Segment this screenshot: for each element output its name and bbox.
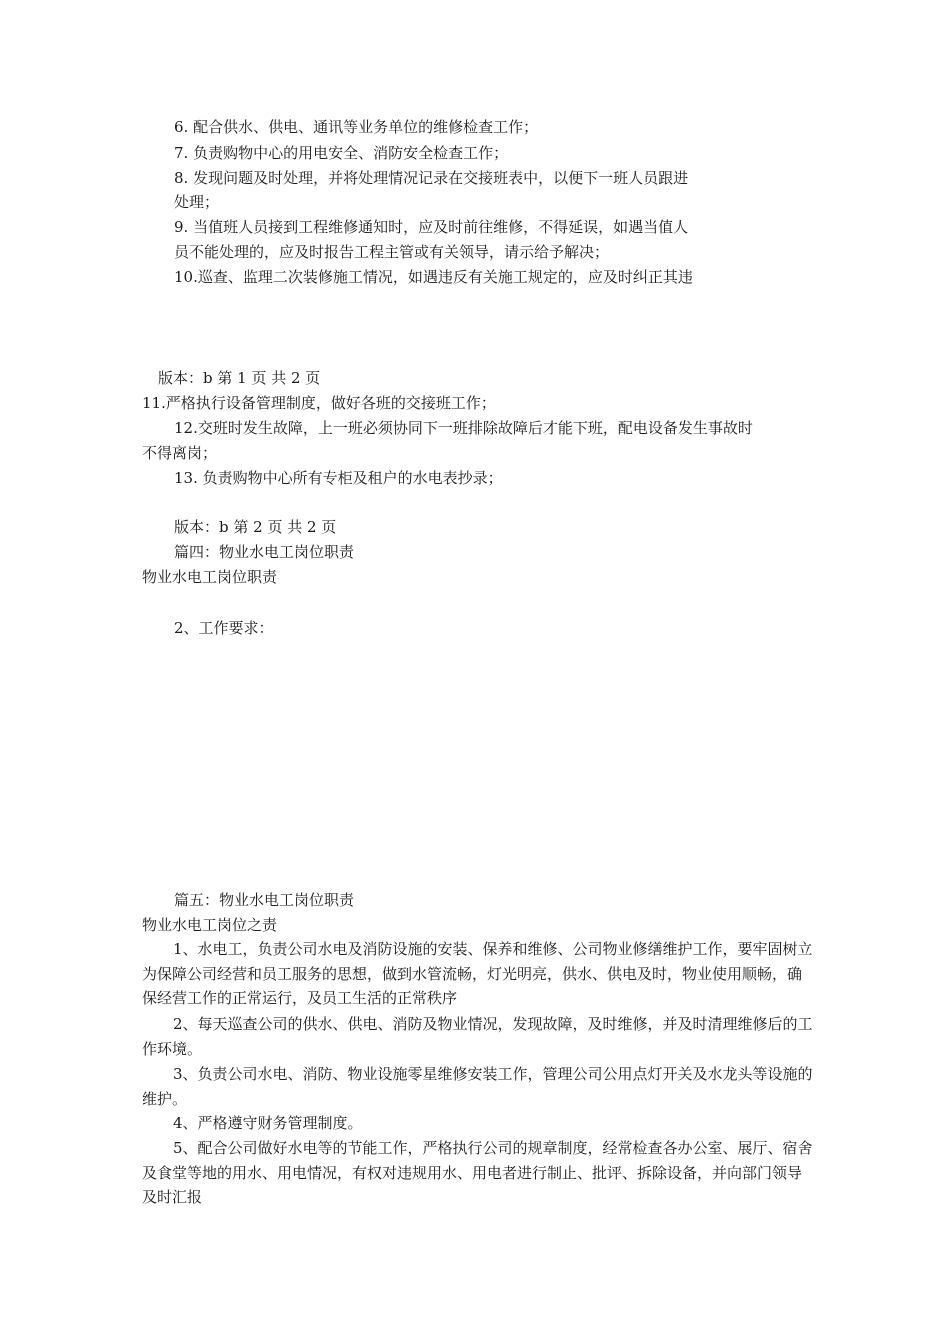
paragraph: 4、严格遵守财务管理制度。: [173, 1114, 363, 1132]
paragraph: 5、配合公司做好水电等的节能工作，严格执行公司的规章制度，经常检查各办公室、展厅、宿舍及食堂等地的用水、用电情况，有权对违规用水、用电者进行制止、批评、拆除设备，并向部门领导及时汇报: [142, 1139, 813, 1206]
list-item-continuation: 处理；: [174, 193, 220, 211]
page-footer: 版本：b 第 2 页 共 2 页: [174, 518, 337, 536]
list-item: 10.巡查、监理二次装修施工情况，如遇违反有关施工规定的，应及时纠正其违: [174, 268, 693, 286]
section-heading: 篇四：物业水电工岗位职责: [174, 543, 355, 561]
paragraph: 3、负责公司水电、消防、物业设施零星维修安装工作，管理公司公用点灯开关及水龙头等设施的维护。: [142, 1065, 813, 1108]
list-item: 13. 负责购物中心所有专柜及租户的水电表抄录；: [174, 469, 503, 487]
list-item: 8. 发现问题及时处理，并将处理情况记录在交接班表中，以便下一班人员跟进: [174, 169, 689, 187]
section-heading: 篇五：物业水电工岗位职责: [174, 891, 355, 909]
list-item: 12.交班时发生故障，上一班必须协同下一班排除故障后才能下班，配电设备发生事故时: [174, 419, 753, 437]
list-item: 11.严格执行设备管理制度，做好各班的交接班工作；: [142, 394, 496, 412]
subheading: 2、工作要求：: [174, 619, 274, 637]
list-item: 7. 负责购物中心的用电安全、消防安全检查工作；: [174, 144, 509, 162]
list-item-continuation: 员不能处理的，应及时报告工程主管或有关领导，请示给予解决；: [174, 243, 610, 261]
section-title: 物业水电工岗位之责: [142, 916, 278, 934]
list-item: 6. 配合供水、供电、通讯等业务单位的维修检查工作；: [174, 118, 539, 136]
section-title: 物业水电工岗位职责: [142, 568, 278, 586]
page-footer: 版本：b 第 1 页 共 2 页: [158, 369, 321, 387]
paragraph: 2、每天巡查公司的供水、供电、消防及物业情况，发现故障，及时维修，并及时清理维修后的工作环境。: [142, 1015, 813, 1058]
paragraph: 1、水电工，负责公司水电及消防设施的安装、保养和维修、公司物业修缮维护工作，要牢固树立为保障公司经营和员工服务的思想，做到水管流畅，灯光明亮，供水、供电及时，物业使用顺畅，确保经营工作的正常运行，及员工生活的正常秩序: [142, 940, 813, 1007]
list-item: 9. 当值班人员接到工程维修通知时，应及时前往维修，不得延误，如遇当值人: [174, 218, 689, 236]
list-item-continuation: 不得离岗；: [142, 444, 218, 462]
